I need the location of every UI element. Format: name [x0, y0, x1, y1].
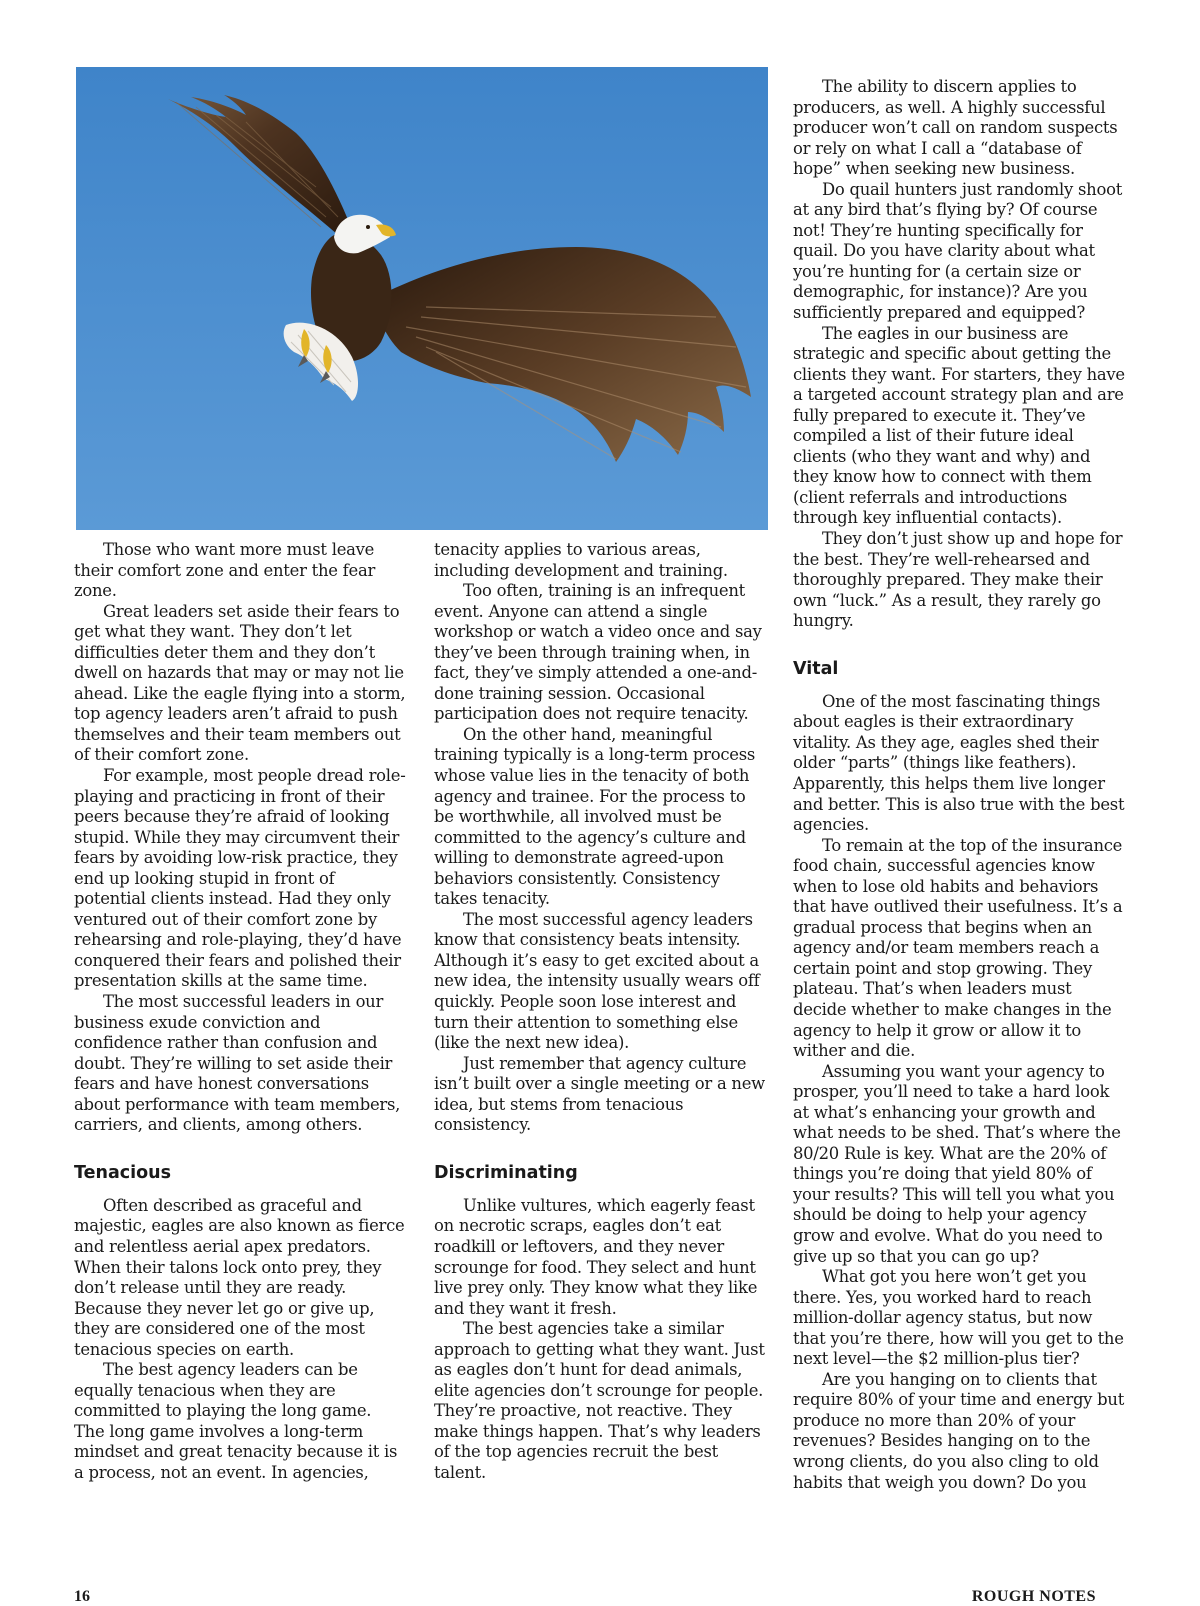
paragraph: The most successful agency leaders know that consistency beats intensity. Although it’s easy to get excited about a new idea, the intensity usually wears off quickly. People soon lose interest and turn their attention to something else (like the next new idea).	[434, 909, 760, 1053]
paragraph: The ability to discern applies to producers, as well. A highly successful producer won’t call on random suspects or rely on what I call a “database of hope” when seeking new business.	[793, 77, 1118, 179]
paragraph: tenacity applies to various areas, including development and training.	[434, 540, 728, 580]
article-column-2	[434, 540, 766, 1484]
paragraph: The most successful leaders in our business exude conviction and confidence rather than confusion and doubt. They’re willing to set aside their fears and have honest conversations about performance with team members, carriers, and clients, among others.	[74, 992, 401, 1135]
paragraph: Too often, training is an infrequent event. Anyone can attend a single workshop or watch a video once and say they’ve been through training when, in fact, they’ve simply attended a one-and-done training session. Occasional participation does not require tenacity.	[434, 581, 762, 724]
paragraph: Are you hanging on to clients that require 80% of your time and energy but produce no more than 20% of your revenues? Besides hanging on to the wrong clients, do you also cling to old habits that weigh you down? Do you	[793, 1369, 1125, 1492]
paragraph: On the other hand, meaningful training typically is a long-term process whose value lies in the tenacity of both agency and trainee. For the process to be worthwhile, all involved must be committed to the agency’s culture and willing to demonstrate agreed-upon behaviors consistently. Consistency takes tenacity.	[434, 724, 756, 909]
paragraph: The best agency leaders can be equally tenacious when they are committed to playing the long game. The long game involves a long-term mindset and great tenacity because it is a process, not an event. In agencies,	[74, 1360, 398, 1482]
paragraph: Just remember that agency culture isn’t built over a single meeting or a new idea, but stems from tenacious consistency.	[434, 1053, 765, 1135]
article-column-3	[793, 77, 1125, 1493]
paragraph: Assuming you want your agency to prosper, you’ll need to take a hard look at what’s enhancing your growth and what needs to be shed. That’s where the 80/20 Rule is key. What are the 20% of things you’re doing that yield 80% of your results? This will tell you what you should be doing to help your agency grow and evolve. What do you need to give up so that you can go up?	[793, 1061, 1121, 1266]
paragraph: One of the most fascinating things about eagles is their extraordinary vitality. As they age, eagles shed their older “parts” (things like feathers). Apparently, this helps them live longer and better. This is also true with the best agencies.	[793, 691, 1125, 835]
paragraph: The best agencies take a similar approach to getting what they want. Just as eagles don’t hunt for dead animals, elite agencies don’t scrounge for people. They’re proactive, not reactive. They make things happen. That’s why leaders of the top agencies recruit the best talent.	[434, 1319, 765, 1482]
eagle-photo	[76, 67, 768, 530]
paragraph: To remain at the top of the insurance food chain, successful agencies know when to lose old habits and behaviors that have outlived their usefulness. It’s a gradual process that begins when an agency and/or team members reach a certain point and stop growing. They plateau. That’s when leaders must decide whether to make changes in the agency to help it grow or allow it to wither and die.	[793, 835, 1123, 1061]
page-number: 16	[74, 1588, 90, 1605]
eagle-illustration	[76, 67, 768, 530]
paragraph: Great leaders set aside their fears to get what they want. They don’t let difficulties deter them and they don’t dwell on hazards that may or may not lie ahead. Like the eagle flying into a storm, top agency leaders aren’t afraid to push themselves and their team members out of their comfort zone.	[74, 601, 406, 765]
paragraph: The eagles in our business are strategic and specific about getting the clients they want. For starters, they have a targeted account strategy plan and are fully prepared to execute it. They’ve compiled a list of their future ideal clients (who they want and why) and they know how to connect with them (client referrals and introductions through key influential contacts).	[793, 323, 1125, 528]
paragraph: For example, most people dread role-playing and practicing in front of their peers because they’re afraid of looking stupid. While they may circumvent their fears by avoiding low-risk practice, they end up looking stupid in front of potential clients instead. Had they only ventured out of their comfort zone by rehearsing and role-playing, they’d have conquered their fears and polished their presentation skills at the same time.	[74, 766, 406, 991]
section-heading-discriminating: Discriminating	[434, 1162, 578, 1183]
section-heading-tenacious: Tenacious	[74, 1162, 172, 1183]
section-heading-vital: Vital	[793, 658, 839, 679]
paragraph: What got you here won’t get you there. Yes, you worked hard to reach million-dollar agency status, but now that you’re there, how will you get to the next level—the $2 million-plus tier?	[793, 1267, 1124, 1369]
paragraph: Those who want more must leave their comfort zone and enter the fear zone.	[74, 540, 376, 601]
magazine-name: ROUGH NOTES	[971, 1588, 1096, 1605]
eagle-eye	[366, 225, 370, 229]
paragraph: Do quail hunters just randomly shoot at any bird that’s flying by? Of course not! They’re hunting specifically for quail. Do you have clarity about what you’re hunting for (a certain size or demographic, for instance)? Are you sufficiently prepared and equipped?	[793, 179, 1123, 323]
article-column-1	[74, 540, 406, 1484]
paragraph: They don’t just show up and hope for the best. They’re well-rehearsed and thoroughly prepared. They make their own “luck.” As a result, they rarely go hungry.	[793, 529, 1123, 631]
paragraph: Unlike vultures, which eagerly feast on necrotic scraps, eagles don’t eat roadkill or leftovers, and they never scrounge for food. They select and hunt live prey only. They know what they like and they want it fresh.	[434, 1195, 758, 1318]
paragraph: Often described as graceful and majestic, eagles are also known as fierce and relentless aerial apex predators. When their talons lock onto prey, they don’t release until they are ready. Because they never let go or give up, they are considered one of the most tenacious species on earth.	[74, 1195, 405, 1359]
